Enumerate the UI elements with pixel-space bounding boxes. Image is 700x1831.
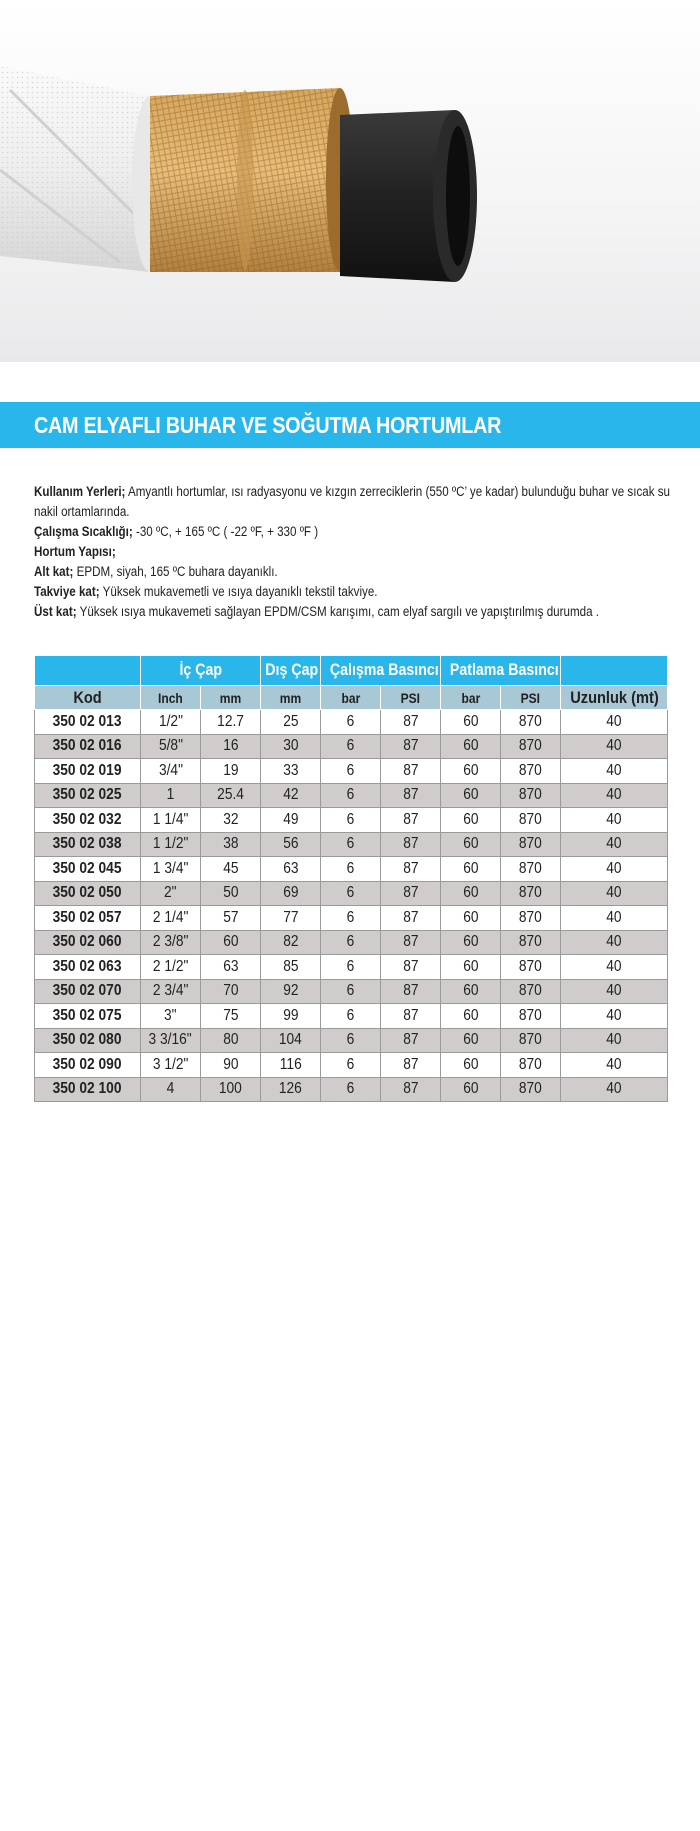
table-cell: 87 (381, 734, 441, 759)
table-cell: 60 (441, 734, 501, 759)
desc-cover (34, 602, 599, 622)
table-cell: 60 (441, 857, 501, 882)
table-cell: 80 (201, 1028, 261, 1053)
table-cell: 870 (501, 881, 561, 906)
col-header-psi: PSI (381, 686, 441, 710)
title-banner (0, 402, 700, 448)
table-row (35, 1053, 668, 1078)
desc-inner-layer (34, 562, 584, 582)
cell-kod: 350 02 090 (35, 1053, 141, 1078)
table-cell: 870 (501, 1028, 561, 1053)
col-header-kod: Kod (35, 686, 141, 710)
table-cell: 870 (501, 808, 561, 833)
table-cell: 1 1/2" (141, 832, 201, 857)
cell-kod: 350 02 038 (35, 832, 141, 857)
table-cell: 870 (501, 930, 561, 955)
table-cell: 6 (321, 1053, 381, 1078)
table-cell: 870 (501, 857, 561, 882)
table-cell: 49 (261, 808, 321, 833)
table-cell: 6 (321, 955, 381, 980)
table-row (35, 734, 668, 759)
table-cell: 60 (441, 930, 501, 955)
table-cell: 1 (141, 783, 201, 808)
table-cell: 40 (561, 930, 668, 955)
group-header-burst-pressure: Patlama Basıncı (441, 656, 561, 686)
group-header-working-pressure: Çalışma Basıncı (321, 656, 441, 686)
table-cell: 99 (261, 1004, 321, 1029)
group-header (35, 656, 141, 686)
table-row (35, 1028, 668, 1053)
table-cell: 87 (381, 1077, 441, 1102)
desc-label: Hortum Yapısı; (34, 544, 116, 559)
table-row (35, 783, 668, 808)
table-cell: 100 (201, 1077, 261, 1102)
table-body (35, 710, 668, 1102)
table-cell: 82 (261, 930, 321, 955)
table-cell: 6 (321, 930, 381, 955)
table-row (35, 832, 668, 857)
cell-kod: 350 02 045 (35, 857, 141, 882)
table-cell: 60 (441, 906, 501, 931)
table-cell: 870 (501, 1077, 561, 1102)
desc-label: Takviye kat; (34, 584, 100, 599)
table-cell: 5/8" (141, 734, 201, 759)
table-cell: 870 (501, 759, 561, 784)
table-cell: 87 (381, 881, 441, 906)
table-cell: 87 (381, 930, 441, 955)
table-cell: 2 1/4" (141, 906, 201, 931)
group-header (561, 656, 668, 686)
table-cell: 6 (321, 710, 381, 735)
table-cell: 40 (561, 808, 668, 833)
table-cell: 2 1/2" (141, 955, 201, 980)
table-cell: 1 1/4" (141, 808, 201, 833)
table-cell: 104 (261, 1028, 321, 1053)
hose-illustration (0, 0, 700, 362)
col-header-bar: bar (441, 686, 501, 710)
table-cell: 60 (441, 1004, 501, 1029)
table-cell: 870 (501, 734, 561, 759)
table-row (35, 710, 668, 735)
table-cell: 60 (441, 1077, 501, 1102)
table-cell: 6 (321, 857, 381, 882)
table-cell: 87 (381, 1004, 441, 1029)
table-cell: 870 (501, 1004, 561, 1029)
table-cell: 60 (441, 808, 501, 833)
table-row (35, 906, 668, 931)
table-cell: 87 (381, 808, 441, 833)
table-cell: 1/2" (141, 710, 201, 735)
cell-kod: 350 02 100 (35, 1077, 141, 1102)
table-cell: 19 (201, 759, 261, 784)
table-cell: 69 (261, 881, 321, 906)
table-row (35, 979, 668, 1004)
table-cell: 25 (261, 710, 321, 735)
table-cell: 870 (501, 832, 561, 857)
desc-label: Kullanım Yerleri; (34, 484, 126, 499)
cell-kod: 350 02 032 (35, 808, 141, 833)
table-cell: 40 (561, 1077, 668, 1102)
table-row (35, 759, 668, 784)
description (34, 482, 674, 622)
page-title: CAM ELYAFLI BUHAR VE SOĞUTMA HORTUMLAR (34, 412, 502, 438)
table-cell: 870 (501, 783, 561, 808)
table-cell: 16 (201, 734, 261, 759)
table-cell: 30 (261, 734, 321, 759)
cell-kod: 350 02 075 (35, 1004, 141, 1029)
table-cell: 60 (441, 710, 501, 735)
table-cell: 60 (441, 881, 501, 906)
cell-kod: 350 02 063 (35, 955, 141, 980)
table-cell: 40 (561, 979, 668, 1004)
desc-text: EPDM, siyah, 165 ºC buhara dayanıklı. (73, 564, 278, 579)
table-cell: 6 (321, 881, 381, 906)
table-cell: 40 (561, 881, 668, 906)
table-cell: 56 (261, 832, 321, 857)
table-cell: 60 (441, 759, 501, 784)
desc-usage (34, 482, 674, 522)
table-row (35, 955, 668, 980)
table-row (35, 857, 668, 882)
col-header-mm: mm (201, 686, 261, 710)
table-cell: 40 (561, 906, 668, 931)
table-cell: 87 (381, 857, 441, 882)
table-cell: 45 (201, 857, 261, 882)
table-cell: 25.4 (201, 783, 261, 808)
table-cell: 6 (321, 906, 381, 931)
cell-kod: 350 02 080 (35, 1028, 141, 1053)
table-cell: 870 (501, 1053, 561, 1078)
desc-label: Çalışma Sıcaklığı; (34, 524, 133, 539)
col-header-length: Uzunluk (mt) (561, 686, 668, 710)
table-cell: 38 (201, 832, 261, 857)
table-cell: 6 (321, 759, 381, 784)
table-cell: 870 (501, 979, 561, 1004)
table-cell: 2" (141, 881, 201, 906)
cell-kod: 350 02 070 (35, 979, 141, 1004)
table-cell: 3 3/16" (141, 1028, 201, 1053)
table-cell: 87 (381, 710, 441, 735)
table-row (35, 1004, 668, 1029)
table-cell: 33 (261, 759, 321, 784)
desc-temperature (34, 522, 584, 542)
table-cell: 63 (201, 955, 261, 980)
table-cell: 50 (201, 881, 261, 906)
table-cell: 87 (381, 1028, 441, 1053)
table-cell: 87 (381, 955, 441, 980)
table-row (35, 881, 668, 906)
table-cell: 870 (501, 710, 561, 735)
table-cell: 2 3/8" (141, 930, 201, 955)
desc-reinforcement (34, 582, 584, 602)
table-row (35, 930, 668, 955)
table-cell: 32 (201, 808, 261, 833)
desc-label: Üst kat; (34, 604, 77, 619)
cell-kod: 350 02 057 (35, 906, 141, 931)
table-cell: 1 3/4" (141, 857, 201, 882)
desc-text: Yüksek mukavemetli ve ısıya dayanıklı tekstil takviye. (99, 584, 378, 599)
desc-text: Yüksek ısıya mukavemeti sağlayan EPDM/CSM karışımı, cam elyaf sargılı ve yapıştırılmış durumda . (76, 604, 599, 619)
table-cell: 40 (561, 734, 668, 759)
table-cell: 40 (561, 1053, 668, 1078)
table-row (35, 1077, 668, 1102)
table-cell: 87 (381, 759, 441, 784)
table-cell: 6 (321, 1077, 381, 1102)
table-cell: 126 (261, 1077, 321, 1102)
col-header-psi: PSI (501, 686, 561, 710)
group-header-dis-cap: Dış Çap (261, 656, 321, 686)
table-cell: 3 1/2" (141, 1053, 201, 1078)
table-cell: 40 (561, 857, 668, 882)
cell-kod: 350 02 025 (35, 783, 141, 808)
table-cell: 42 (261, 783, 321, 808)
table-cell: 60 (201, 930, 261, 955)
table-cell: 60 (441, 832, 501, 857)
table-cell: 116 (261, 1053, 321, 1078)
table-cell: 87 (381, 832, 441, 857)
table-cell: 77 (261, 906, 321, 931)
table-cell: 6 (321, 832, 381, 857)
col-header-inch: Inch (141, 686, 201, 710)
group-header-ic-cap: İç Çap (141, 656, 261, 686)
desc-text: -30 ºC, + 165 ºC ( -22 ºF, + 330 ºF ) (132, 524, 319, 539)
hose-product-image (0, 0, 700, 362)
table-cell: 12.7 (201, 710, 261, 735)
table-cell: 75 (201, 1004, 261, 1029)
table-cell: 870 (501, 906, 561, 931)
table-cell: 70 (201, 979, 261, 1004)
table-group-header-row (35, 656, 668, 686)
table-cell: 87 (381, 1053, 441, 1078)
table-cell: 63 (261, 857, 321, 882)
table-cell: 6 (321, 979, 381, 1004)
table-cell: 60 (441, 783, 501, 808)
table-cell: 40 (561, 1028, 668, 1053)
desc-label: Alt kat; (34, 564, 74, 579)
table-row (35, 808, 668, 833)
table-cell: 40 (561, 710, 668, 735)
table-cell: 92 (261, 979, 321, 1004)
table-cell: 6 (321, 1004, 381, 1029)
table-sub-header-row (35, 686, 668, 710)
table-cell: 6 (321, 734, 381, 759)
col-header-mm: mm (261, 686, 321, 710)
desc-structure (34, 542, 584, 562)
table-cell: 60 (441, 1028, 501, 1053)
table-cell: 60 (441, 1053, 501, 1078)
table-cell: 40 (561, 832, 668, 857)
cell-kod: 350 02 016 (35, 734, 141, 759)
table-cell: 60 (441, 979, 501, 1004)
table-cell: 6 (321, 1028, 381, 1053)
table-cell: 3/4" (141, 759, 201, 784)
cell-kod: 350 02 060 (35, 930, 141, 955)
desc-text: Amyantlı hortumlar, ısı radyasyonu ve kızgın zerreciklerin (550 ºC’ ye kadar) bulunduğu buhar ve sıcak su nakil ortamlarında. (34, 484, 670, 519)
table-cell: 4 (141, 1077, 201, 1102)
table-cell: 57 (201, 906, 261, 931)
table-cell: 87 (381, 906, 441, 931)
table-cell: 6 (321, 783, 381, 808)
cell-kod: 350 02 050 (35, 881, 141, 906)
table-cell: 870 (501, 955, 561, 980)
table-cell: 40 (561, 759, 668, 784)
table-cell: 85 (261, 955, 321, 980)
table-cell: 2 3/4" (141, 979, 201, 1004)
table-cell: 90 (201, 1053, 261, 1078)
table-cell: 40 (561, 1004, 668, 1029)
cell-kod: 350 02 019 (35, 759, 141, 784)
table-cell: 87 (381, 783, 441, 808)
col-header-bar: bar (321, 686, 381, 710)
table-cell: 60 (441, 955, 501, 980)
cell-kod: 350 02 013 (35, 710, 141, 735)
table-cell: 40 (561, 955, 668, 980)
table-cell: 6 (321, 808, 381, 833)
table-cell: 40 (561, 783, 668, 808)
table-cell: 87 (381, 979, 441, 1004)
spec-table (34, 655, 668, 1102)
table-cell: 3" (141, 1004, 201, 1029)
